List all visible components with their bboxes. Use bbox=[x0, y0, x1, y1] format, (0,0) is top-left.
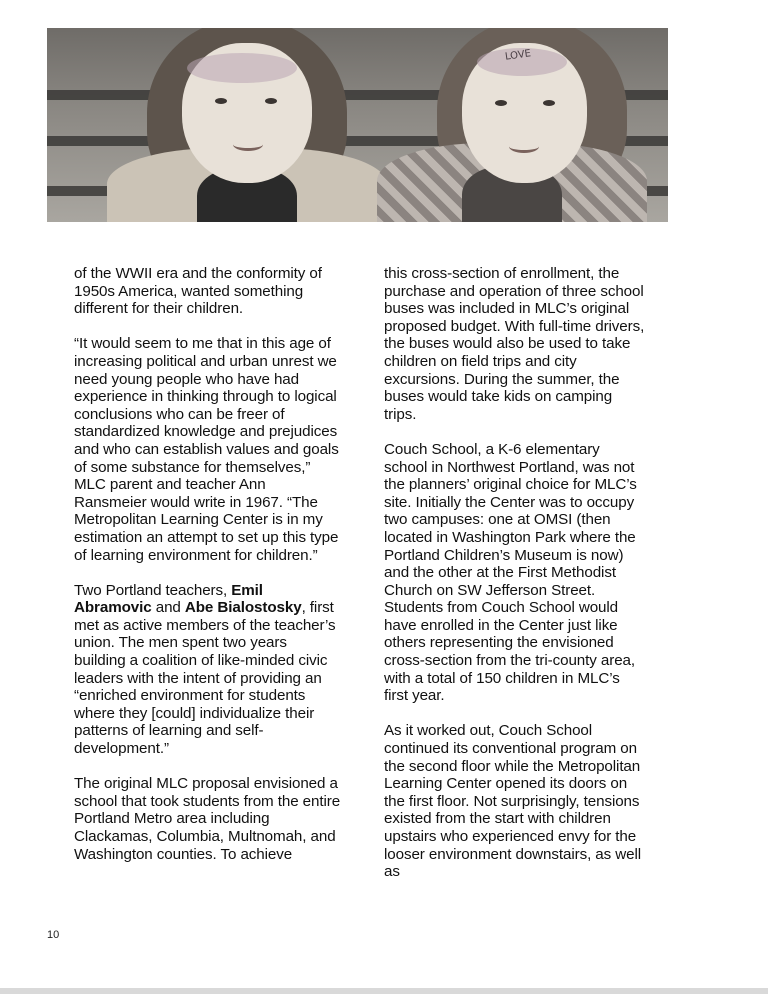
bottom-scrollbar-track bbox=[0, 988, 768, 994]
face-paint-text: LOVE bbox=[504, 48, 532, 63]
child-left bbox=[87, 28, 407, 222]
name-abe-bialostosky: Abe Bialostosky bbox=[184, 599, 302, 617]
child-right bbox=[377, 28, 667, 222]
text-column-right bbox=[384, 265, 646, 898]
paragraph-text: Two Portland teachers, bbox=[74, 581, 232, 599]
paragraph: “It would seem to me that in this age of increasing political and urban unrest we need young people who have had experience in thinking through to logical conclusions who can be freer of standardized knowledge and prejudices and who can establish values and goals of some substance for themselves,” MLC parent and teacher Ann Ransmeier would write in 1967. “The Metropolitan Learning Center is in my estimation an attempt to set up this type of learning environment for children.” bbox=[74, 335, 339, 564]
paragraph: The original MLC proposal envisioned a school that took students from the entire Portland Metro area including Clackamas, Columbia, Multnomah, and Washington counties. To achieve bbox=[74, 775, 341, 863]
paragraph: this cross-section of enrollment, the purchase and operation of three school buses was included in MLC’s original proposed budget. With full-time drivers, the buses would also be used to take children on field trips and city excursions. During the summer, the buses would take kids on camping trips. bbox=[384, 265, 645, 423]
paragraph-text: and bbox=[151, 599, 185, 617]
paragraph: of the WWII era and the conformity of 1950s America, wanted something different for their children. bbox=[74, 265, 322, 318]
photo-two-children bbox=[47, 28, 668, 222]
page-number: 10 bbox=[47, 929, 60, 941]
paragraph: Couch School, a K-6 elementary school in Northwest Portland, was not the planners’ original choice for MLC’s site. Initially the Center was to occupy two campuses: one at OMSI (then located in Washington Park where the Portland Children’s Museum is now) and the other at the First Methodist Church on SW Jefferson Street. Students from Couch School would have enrolled in the Center just like others representing the envisioned cross-section from the tri-county area, with a total of 150 children in MLC’s first year. bbox=[384, 440, 637, 705]
paragraph: As it worked out, Couch School continued its conventional program on the second floor while the Metropolitan Learning Center opened its doors on the first floor. Not surprisingly, tensions existed from the start with children upstairs who experienced envy for the looser environment downstairs, as well as bbox=[384, 722, 642, 881]
text-column-left bbox=[74, 265, 342, 881]
name-emil-abramovic: Emil Abramovic bbox=[74, 581, 263, 617]
paragraph bbox=[74, 582, 342, 758]
paragraph-text: , first met as active members of the teacher’s union. The men spent two years building a coalition of like-minded civic leaders with the intent of providing an “enriched environment for students where they [could] individualize their patterns of learning and self-development.” bbox=[74, 599, 336, 758]
